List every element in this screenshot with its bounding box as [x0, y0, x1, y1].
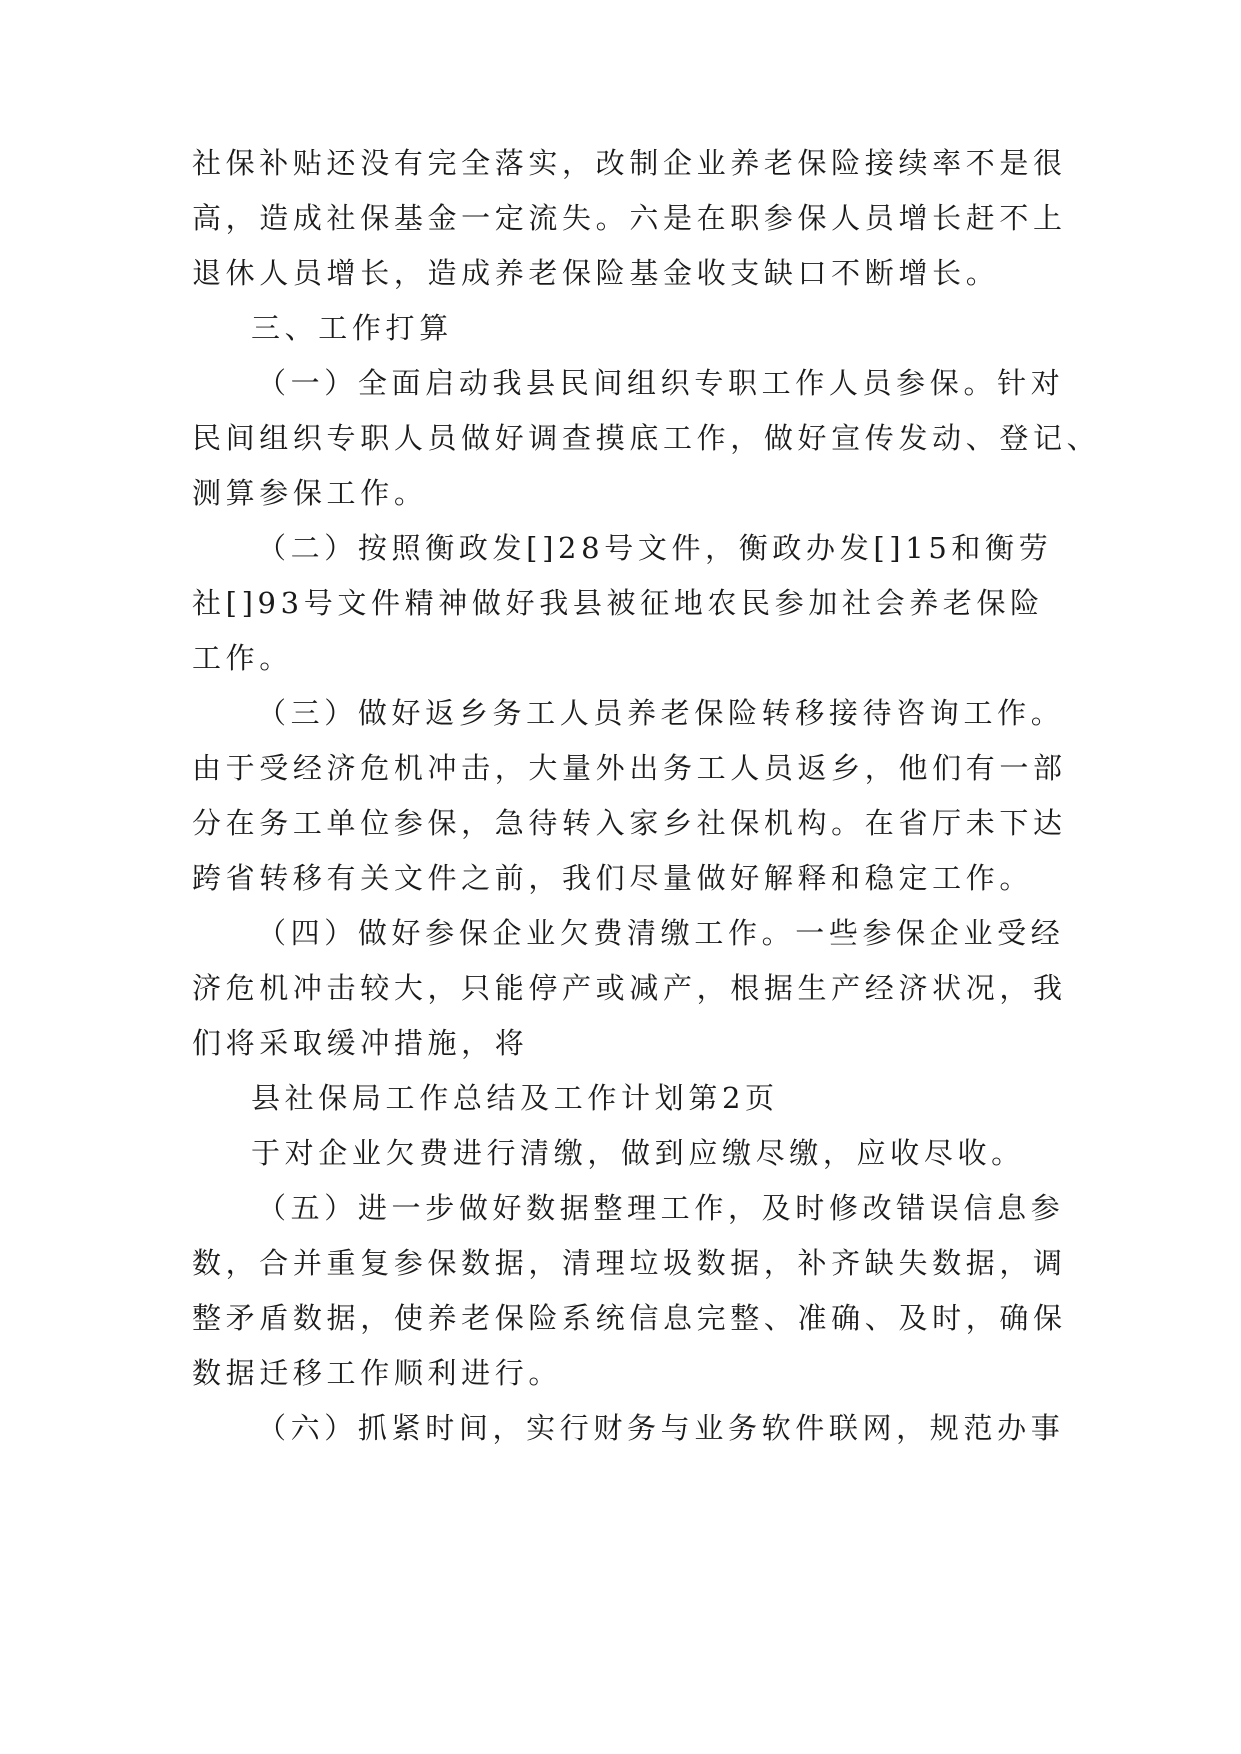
- text-line: 济危机冲击较大，只能停产或减产，根据生产经济状况，我: [192, 971, 1067, 1005]
- text-line: 数，合并重复参保数据，清理垃圾数据，补齐缺失数据，调: [192, 1246, 1067, 1280]
- text-line: 分在务工单位参保，急待转入家乡社保机构。在省厅未下达: [192, 806, 1067, 840]
- text-line: （三）做好返乡务工人员养老保险转移接待咨询工作。: [257, 696, 1065, 730]
- text-line: 高，造成社保基金一定流失。六是在职参保人员增长赶不上: [192, 201, 1067, 235]
- section-heading: 三、工作打算: [251, 311, 453, 345]
- text-line: 们将采取缓冲措施，将: [192, 1026, 529, 1060]
- text-line: 整矛盾数据，使养老保险系统信息完整、准确、及时，确保: [192, 1301, 1067, 1335]
- text-line: （五）进一步做好数据整理工作，及时修改错误信息参: [257, 1191, 1065, 1225]
- text-line: 工作。: [192, 641, 293, 675]
- text-line: 民间组织专职人员做好调查摸底工作，做好宣传发动、登记、: [192, 421, 1101, 455]
- text-line: 社保补贴还没有完全落实，改制企业养老保险接续率不是很: [192, 146, 1067, 180]
- text-line: （二）按照衡政发[]28号文件，衡政办发[]15和衡劳: [257, 531, 1053, 565]
- text-line: （六）抓紧时间，实行财务与业务软件联网，规范办事: [257, 1411, 1065, 1445]
- page-marker: 县社保局工作总结及工作计划第2页: [251, 1081, 779, 1115]
- text-line: 数据迁移工作顺利进行。: [192, 1356, 563, 1390]
- text-line: 于对企业欠费进行清缴，做到应缴尽缴，应收尽收。: [251, 1136, 1025, 1170]
- text-line: 退休人员增长，造成养老保险基金收支缺口不断增长。: [192, 256, 1000, 290]
- text-line: （四）做好参保企业欠费清缴工作。一些参保企业受经: [257, 916, 1065, 950]
- text-line: （一）全面启动我县民间组织专职工作人员参保。针对: [257, 366, 1065, 400]
- text-line: 由于受经济危机冲击，大量外出务工人员返乡，他们有一部: [192, 751, 1067, 785]
- text-line: 社[]93号文件精神做好我县被征地农民参加社会养老保险: [192, 586, 1044, 620]
- text-line: 跨省转移有关文件之前，我们尽量做好解释和稳定工作。: [192, 861, 1034, 895]
- text-line: 测算参保工作。: [192, 476, 428, 510]
